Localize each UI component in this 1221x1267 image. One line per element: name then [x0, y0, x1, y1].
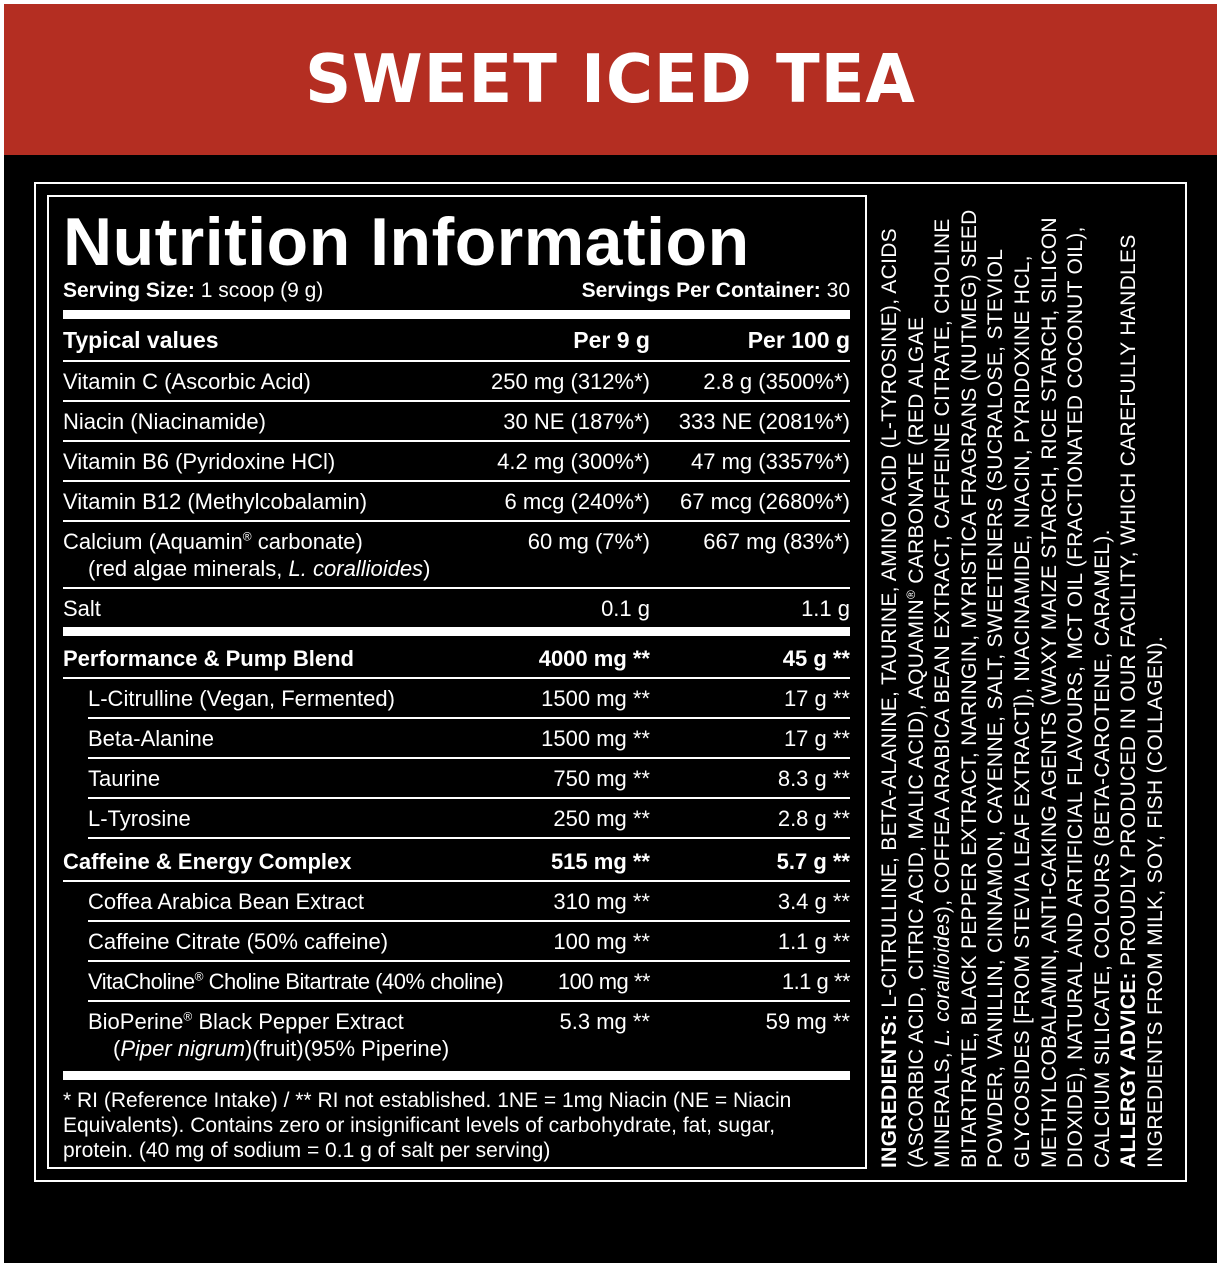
allergy-text: PROUDLY PRODUCED IN OUR FACILITY, WHICH CAREFULLY HANDLES INGREDIENTS FROM MILK, SOY, FISH (COLLAGEN).: [1117, 234, 1167, 1168]
table-row: Coffea Arabica Bean Extract 310 mg ** 3.4 g **: [88, 882, 850, 922]
divider-bar: [63, 1071, 850, 1080]
table-row: L-Tyrosine 250 mg ** 2.8 g **: [88, 799, 850, 839]
table-row-bioperine: BioPerine® Black Pepper Extract (Piper nigrum)(fruit)(95% Piperine) 5.3 mg ** 59 mg **: [88, 1009, 850, 1061]
divider-bar: [63, 310, 850, 319]
table-row: L-Citrulline (Vegan, Fermented) 1500 mg ** 17 g **: [88, 679, 850, 719]
serving-info: [63, 278, 850, 304]
table-row-salt: Salt 0.1 g 1.1 g: [63, 596, 850, 621]
table-row: Niacin (Niacinamide) 30 NE (187%*) 333 NE (2081%*): [63, 402, 850, 442]
nutrition-title: Nutrition Information: [63, 204, 750, 280]
allergy-label: ALLERGY ADVICE:: [1117, 972, 1141, 1168]
blend-row-performance: Performance & Pump Blend 4000 mg ** 45 g **: [63, 636, 850, 679]
ingredients-text: INGREDIENTS: L-CITRULLINE, BETA-ALANINE, TAURINE, AMINO ACID (L-TYROSINE), ACIDS (ASCORBIC ACID, CITRIC ACID, MALIC ACID), AQUAMIN® CARBONATE (RED ALGAE MINERALS, L. corallioides), COFFEA ARABICA BEAN EXTRACT, CAFFEINE CITRATE, CHOLINE BITARTRATE, BLACK PEPPER EXTRACT, NARINGIN, MYRISTICA FRAGRANS (NUTMEG) SEED POWDER, VANILLIN, CINNAMON, CAYENNE, SALT, SWEETENERS (SUCRALOSE, STEVIOL GLYCOSIDES [FROM STEVIA LEAF EXTRACT]), NIACINAMIDE, NIACIN, PYRIDOXINE HCL, METHYLCOBALAMIN, ANTI-CAKING AGENTS (WAXY MAIZE STARCH, RICE STARCH, SILICON DIOXIDE), NATURAL AND ARTIFICIAL FLAVOURS, MCT OIL (FRACTIONATED COCONUT OIL), CALCIUM SILICATE, COLOURS (BETA-CAROTENE, CARAMEL). ALLERGY ADVICE: PROUDLY PRODUCED IN OUR FACILITY, WHICH CAREFULLY HANDLES INGREDIENTS FROM MILK, SOY, FISH (COLLAGEN).: [878, 209, 1167, 1168]
blend-row-caffeine: Caffeine & Energy Complex 515 mg ** 5.7 g **: [63, 839, 850, 882]
table-row: Vitamin B6 (Pyridoxine HCl) 4.2 mg (300%*) 47 mg (3357%*): [63, 442, 850, 482]
flavor-banner: [4, 4, 1217, 155]
table-row: Beta-Alanine 1500 mg ** 17 g **: [88, 719, 850, 759]
servings-per-container: Servings Per Container: 30: [581, 279, 850, 302]
table-row-vitacholine: VitaCholine® Choline Bitartrate (40% choline) 100 mg ** 1.1 g **: [88, 962, 850, 1002]
serving-size: Serving Size: 1 scoop (9 g): [63, 279, 324, 302]
table-row: Caffeine Citrate (50% caffeine) 100 mg ** 1.1 g **: [88, 922, 850, 962]
table-row: Vitamin B12 (Methylcobalamin) 6 mcg (240%*) 67 mcg (2680%*): [63, 482, 850, 522]
footnote: * RI (Reference Intake) / ** RI not established. 1NE = 1mg Niacin (NE = Niacin Equivalents). Contains zero or insignificant levels of carbohydrate, fat, sugar, protein. (40 mg of sodium = 0.1 g of salt per serving): [63, 1089, 792, 1162]
table-row: Taurine 750 mg ** 8.3 g **: [88, 759, 850, 799]
part-number: PN LA-23509EX 2.00: [1000, 1212, 1201, 1235]
table-header: Typical values Per 9 g Per 100 g: [63, 319, 850, 362]
divider-bar: [63, 627, 850, 636]
nutrition-table: [63, 202, 850, 1163]
table-row: Vitamin C (Ascorbic Acid) 250 mg (312%*) 2.8 g (3500%*): [63, 362, 850, 402]
flavor-title: SWEET ICED TEA: [305, 40, 916, 119]
table-row-calcium: Calcium (Aquamin® carbonate) (red algae minerals, L. corallioides) 60 mg (7%*) 667 mg (83%*): [63, 522, 850, 589]
ingredients-label: INGREDIENTS:: [878, 1013, 901, 1168]
